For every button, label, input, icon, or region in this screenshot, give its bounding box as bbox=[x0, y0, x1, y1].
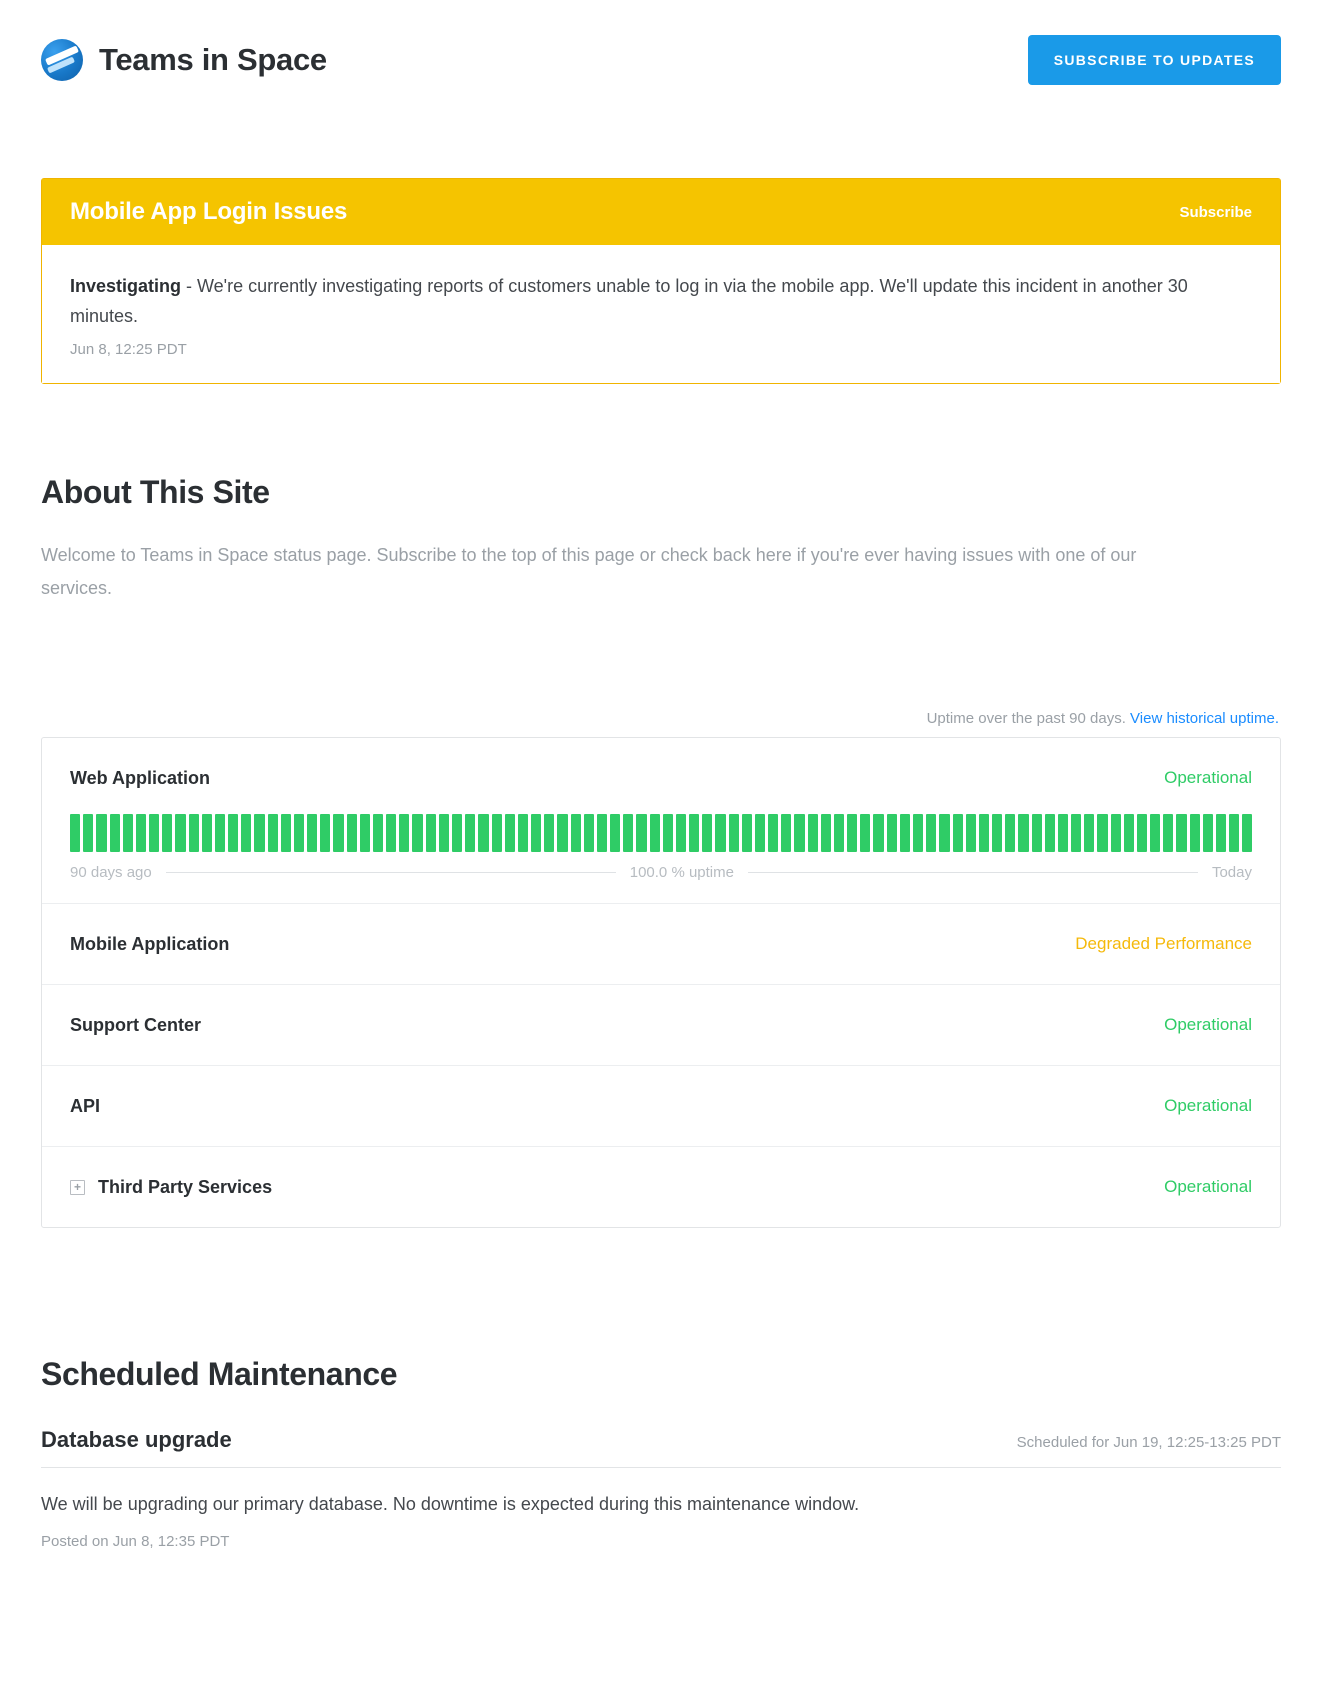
uptime-bar-day[interactable] bbox=[1005, 814, 1015, 852]
uptime-bar-day[interactable] bbox=[1150, 814, 1160, 852]
uptime-bar-day[interactable] bbox=[1137, 814, 1147, 852]
uptime-bar-day[interactable] bbox=[966, 814, 976, 852]
uptime-bar-day[interactable] bbox=[979, 814, 989, 852]
scheduled-maintenance-section bbox=[41, 1356, 1281, 1590]
uptime-bar-day[interactable] bbox=[281, 814, 291, 852]
uptime-legend-percent: 100.0 % uptime bbox=[629, 864, 734, 882]
component-name-label: Third Party Services bbox=[98, 1176, 273, 1197]
maintenance-title: Database upgrade bbox=[41, 1427, 232, 1453]
uptime-bar-day[interactable] bbox=[887, 814, 897, 852]
incident-message-text: - We're currently investigating reports of customers unable to log in via the mobile app. We'll update this incident in another 30 minutes. bbox=[70, 276, 1188, 326]
component-status: Operational bbox=[1164, 768, 1252, 788]
uptime-bar-day[interactable] bbox=[597, 814, 607, 852]
uptime-bar-day[interactable] bbox=[663, 814, 673, 852]
uptime-bar-day[interactable] bbox=[83, 814, 93, 852]
about-heading: About This Site bbox=[41, 474, 270, 511]
uptime-bar-day[interactable] bbox=[768, 814, 778, 852]
uptime-bar-day[interactable] bbox=[1045, 814, 1055, 852]
uptime-bar-day[interactable] bbox=[571, 814, 581, 852]
about-section bbox=[41, 474, 1281, 604]
uptime-bar-day[interactable] bbox=[70, 814, 80, 852]
uptime-bar-day[interactable] bbox=[544, 814, 554, 852]
uptime-bar-day[interactable] bbox=[1071, 814, 1081, 852]
incident-title: Mobile App Login Issues bbox=[70, 198, 348, 225]
uptime-bar-day[interactable] bbox=[531, 814, 541, 852]
uptime-bar-day[interactable] bbox=[320, 814, 330, 852]
uptime-bar-day[interactable] bbox=[873, 814, 883, 852]
uptime-bar-day[interactable] bbox=[715, 814, 725, 852]
uptime-bar-day[interactable] bbox=[913, 814, 923, 852]
uptime-bar-day[interactable] bbox=[1242, 814, 1252, 852]
uptime-bar-day[interactable] bbox=[1018, 814, 1028, 852]
uptime-bar-day[interactable] bbox=[584, 814, 594, 852]
uptime-bar-block bbox=[70, 814, 1252, 903]
planet-logo-icon bbox=[41, 39, 83, 81]
uptime-bar-day[interactable] bbox=[1229, 814, 1239, 852]
component-name-label: Web Application bbox=[70, 767, 211, 788]
uptime-bar-day[interactable] bbox=[808, 814, 818, 852]
view-historical-uptime-link[interactable]: View historical uptime. bbox=[1130, 710, 1279, 728]
uptime-bar-day[interactable] bbox=[650, 814, 660, 852]
uptime-bar-day[interactable] bbox=[860, 814, 870, 852]
uptime-bar-day[interactable] bbox=[268, 814, 278, 852]
legend-divider bbox=[748, 872, 1198, 873]
component-name bbox=[70, 934, 229, 955]
site-header bbox=[41, 0, 1281, 92]
uptime-bar-day[interactable] bbox=[175, 814, 185, 852]
component-name bbox=[70, 1096, 100, 1117]
uptime-bar-day[interactable] bbox=[1176, 814, 1186, 852]
uptime-bar-day[interactable] bbox=[386, 814, 396, 852]
uptime-bar-day[interactable] bbox=[729, 814, 739, 852]
uptime-bar-day[interactable] bbox=[254, 814, 264, 852]
uptime-bar-day[interactable] bbox=[847, 814, 857, 852]
uptime-bar-day[interactable] bbox=[478, 814, 488, 852]
uptime-bars bbox=[70, 814, 1252, 852]
uptime-bar-day[interactable] bbox=[1111, 814, 1121, 852]
incident-body bbox=[42, 245, 1280, 383]
maintenance-heading: Scheduled Maintenance bbox=[41, 1356, 398, 1393]
incident-header bbox=[42, 179, 1280, 245]
uptime-bar-day[interactable] bbox=[452, 814, 462, 852]
uptime-bar-day[interactable] bbox=[781, 814, 791, 852]
uptime-bar-day[interactable] bbox=[834, 814, 844, 852]
uptime-bar-day[interactable] bbox=[373, 814, 383, 852]
uptime-bar-day[interactable] bbox=[228, 814, 238, 852]
uptime-bar-day[interactable] bbox=[1190, 814, 1200, 852]
uptime-bar-day[interactable] bbox=[1097, 814, 1107, 852]
maintenance-item bbox=[41, 1427, 1281, 1550]
uptime-bar-day[interactable] bbox=[689, 814, 699, 852]
maintenance-posted: Posted on Jun 8, 12:35 PDT bbox=[41, 1532, 230, 1550]
uptime-bar-day[interactable] bbox=[1058, 814, 1068, 852]
uptime-bar-day[interactable] bbox=[926, 814, 936, 852]
uptime-bar-day[interactable] bbox=[1203, 814, 1213, 852]
component-row bbox=[42, 904, 1280, 985]
brand-name: Teams in Space bbox=[99, 42, 327, 77]
uptime-bar-day[interactable] bbox=[821, 814, 831, 852]
uptime-bar-day[interactable] bbox=[333, 814, 343, 852]
uptime-bar-day[interactable] bbox=[492, 814, 502, 852]
uptime-bar-day[interactable] bbox=[241, 814, 251, 852]
uptime-bar-day[interactable] bbox=[610, 814, 620, 852]
incident-message bbox=[70, 272, 1252, 331]
uptime-bar-day[interactable] bbox=[136, 814, 146, 852]
maintenance-schedule: Scheduled for Jun 19, 12:25-13:25 PDT bbox=[1016, 1434, 1281, 1452]
uptime-bar-day[interactable] bbox=[755, 814, 765, 852]
uptime-bar-day[interactable] bbox=[399, 814, 409, 852]
uptime-bar-day[interactable] bbox=[162, 814, 172, 852]
incident-subscribe-link[interactable]: Subscribe bbox=[1179, 203, 1252, 221]
components-list bbox=[41, 737, 1281, 1228]
uptime-bar-day[interactable] bbox=[189, 814, 199, 852]
uptime-bar-day[interactable] bbox=[676, 814, 686, 852]
maintenance-items bbox=[41, 1427, 1281, 1550]
component-name-label: Support Center bbox=[70, 1014, 202, 1035]
component-header bbox=[70, 1066, 1252, 1146]
uptime-bar-day[interactable] bbox=[426, 814, 436, 852]
component-row bbox=[42, 1147, 1280, 1227]
brand[interactable] bbox=[41, 39, 327, 81]
incident-card bbox=[41, 178, 1281, 384]
uptime-bar-day[interactable] bbox=[294, 814, 304, 852]
component-status: Operational bbox=[1164, 1015, 1252, 1035]
component-row bbox=[42, 1066, 1280, 1147]
uptime-bar-day[interactable] bbox=[939, 814, 949, 852]
component-header bbox=[70, 985, 1252, 1065]
uptime-legend-end: Today bbox=[1211, 864, 1252, 882]
uptime-bar-day[interactable] bbox=[900, 814, 910, 852]
maintenance-body: We will be upgrading our primary database. No downtime is expected during this maintenance window. bbox=[41, 1494, 860, 1515]
component-status: Degraded Performance bbox=[1075, 934, 1252, 954]
uptime-bar-day[interactable] bbox=[96, 814, 106, 852]
uptime-bar-day[interactable] bbox=[202, 814, 212, 852]
plus-box-icon[interactable]: + bbox=[70, 1180, 85, 1195]
uptime-bar-day[interactable] bbox=[557, 814, 567, 852]
uptime-bar-day[interactable] bbox=[702, 814, 712, 852]
component-header bbox=[70, 904, 1252, 984]
component-status: Operational bbox=[1164, 1177, 1252, 1197]
component-name bbox=[70, 768, 210, 789]
uptime-bar-day[interactable] bbox=[992, 814, 1002, 852]
component-name bbox=[70, 1177, 272, 1198]
component-name bbox=[70, 1015, 201, 1036]
uptime-bar-day[interactable] bbox=[1124, 814, 1134, 852]
uptime-bar-day[interactable] bbox=[307, 814, 317, 852]
uptime-bar-day[interactable] bbox=[360, 814, 370, 852]
uptime-bar-day[interactable] bbox=[794, 814, 804, 852]
subscribe-to-updates-button[interactable]: SUBSCRIBE TO UPDATES bbox=[1028, 35, 1281, 85]
about-body: Welcome to Teams in Space status page. Subscribe to the top of this page or check back here if you're ever having issues with one of our services. bbox=[41, 545, 1137, 598]
legend-divider bbox=[166, 872, 616, 873]
component-name-label: API bbox=[70, 1095, 101, 1116]
uptime-legend-start: 90 days ago bbox=[70, 864, 152, 882]
component-row bbox=[42, 985, 1280, 1066]
component-header bbox=[70, 1147, 1252, 1227]
maintenance-item-header bbox=[41, 1427, 1281, 1468]
component-status: Operational bbox=[1164, 1096, 1252, 1116]
uptime-bar-day[interactable] bbox=[110, 814, 120, 852]
uptime-bar-day[interactable] bbox=[1163, 814, 1173, 852]
component-row bbox=[42, 738, 1280, 904]
uptime-bar-day[interactable] bbox=[636, 814, 646, 852]
uptime-bar-day[interactable] bbox=[412, 814, 422, 852]
uptime-bar-day[interactable] bbox=[1084, 814, 1094, 852]
incident-status-label: Investigating bbox=[70, 276, 182, 296]
uptime-bar-day[interactable] bbox=[953, 814, 963, 852]
uptime-bar-day[interactable] bbox=[149, 814, 159, 852]
incident-timestamp: Jun 8, 12:25 PDT bbox=[70, 341, 187, 359]
uptime-bar-day[interactable] bbox=[1216, 814, 1226, 852]
uptime-note-text: Uptime over the past 90 days. bbox=[926, 710, 1126, 728]
uptime-bar-day[interactable] bbox=[123, 814, 133, 852]
uptime-bar-day[interactable] bbox=[518, 814, 528, 852]
uptime-bar-day[interactable] bbox=[623, 814, 633, 852]
uptime-bar-day[interactable] bbox=[1032, 814, 1042, 852]
uptime-bar-day[interactable] bbox=[465, 814, 475, 852]
uptime-legend bbox=[70, 864, 1252, 881]
uptime-bar-day[interactable] bbox=[439, 814, 449, 852]
uptime-bar-day[interactable] bbox=[215, 814, 225, 852]
component-header bbox=[70, 738, 1252, 818]
uptime-bar-day[interactable] bbox=[742, 814, 752, 852]
uptime-bar-day[interactable] bbox=[347, 814, 357, 852]
uptime-note bbox=[41, 710, 1281, 727]
component-name-label: Mobile Application bbox=[70, 933, 230, 954]
uptime-bar-day[interactable] bbox=[505, 814, 515, 852]
